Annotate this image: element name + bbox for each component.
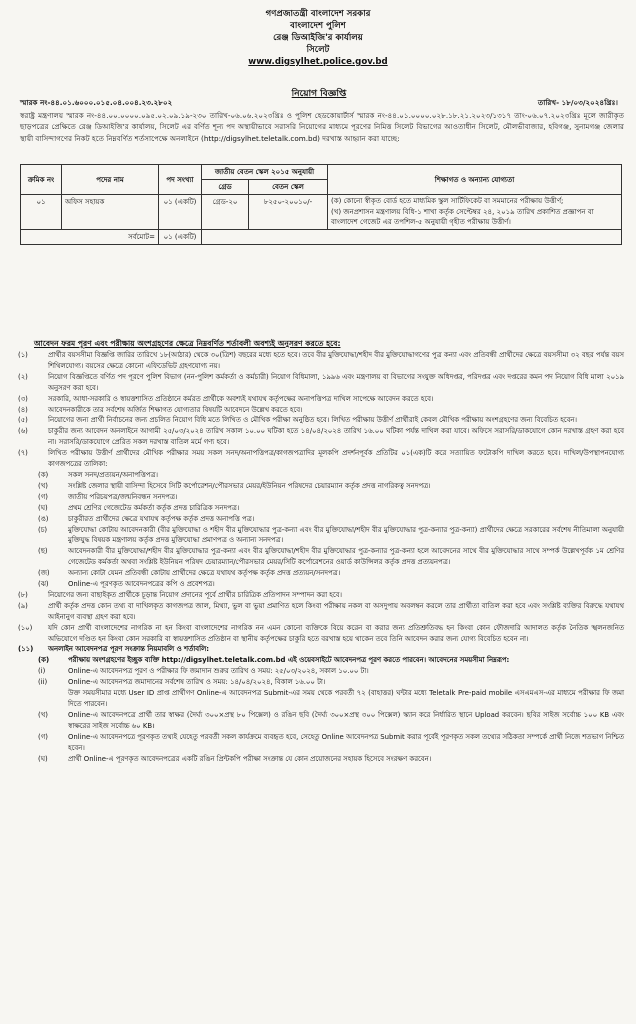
condition-number: (ii)	[38, 678, 48, 687]
condition-text: সরকারি, আধা-সরকারি ও স্বায়ত্তশাসিত প্রতিষ্ঠানে কর্মরত প্রার্থীকে অবশ্যই যথাযথ কর্তৃপক্ষের অনাপত্তিপত্র দাখিল সাপেক্ষে আবেদন করতে হবে।	[48, 394, 434, 403]
header-govt: গণপ্রজাতন্ত্রী বাংলাদেশ সরকার	[265, 9, 371, 19]
condition-item	[18, 525, 624, 547]
condition-text: আবেদনকারী বীর মুক্তিযোদ্ধা/শহীদ বীর মুক্তিযোদ্ধার পুত্র-কন্যা এবং বীর মুক্তিযোদ্ধা/শহীদ বীর মুক্তিযোদ্ধার পুত্র-কন্যার পুত্র-কন্যা হলে আবেদনের সাথে বীর মুক্তিযোদ্ধার সাথে সম্পর্ক উল্লেখপূর্বক ১ম শ্রেণির গেজেটেড কর্মকর্তা অথবা সংশ্লিষ্ট ইউনিয়ন পরিষদ চেয়ারম্যান/পৌরসভার মেয়র/সিটি কর্পোরেশনের ওয়ার্ড কাউন্সিলর কর্তৃক প্রদত্ত প্রত্যয়নপত্র।	[68, 547, 624, 567]
header-office: রেঞ্জ ডিআইজি'র কার্যালয়	[273, 33, 363, 43]
condition-number: (১১)	[18, 645, 34, 654]
condition-item	[18, 710, 624, 732]
condition-number: (ঙ)	[38, 514, 49, 523]
condition-item	[18, 492, 624, 503]
condition-text: লিখিত পরীক্ষায় উত্তীর্ণ প্রার্থীদের মৌখিক পরীক্ষার সময় সকল সনদ/অনাপত্তিপত্র/কাগজপত্রাদির মূলকপি প্রদর্শনপূর্বক প্রতিটির ০১(এক)টি করে সত্যায়িত ফটোকপি দাখিল করতে হবে। দাখিল/উপস্থাপনযোগ্য কাগজপত্রের তালিকা:	[48, 449, 624, 469]
condition-item	[18, 732, 624, 754]
condition-number: (i)	[38, 667, 46, 676]
condition-text: প্রার্থী Online-এ পূরণকৃত আবেদনপত্রের একটি রঙিন প্রিন্টকপি পরীক্ষা সংক্রান্ত যে কোন প্রয়োজনের সহায়ক হিসেবে সংরক্ষণ করবেন।	[68, 754, 432, 763]
condition-text: চাকুরীর জন্য আবেদন অনলাইনে আগামী ২৫/০৩/২০২৪ তারিখ সকাল ১০.০০ ঘটিকা হতে ১৪/০৪/২০২৪ তারিখ ১৬.০০ ঘটিকা পর্যন্ত দাখিল করা যাবে। অফিসে সরাসরি/ডাকযোগে কোন দরখাস্ত গ্রহণ করা হবে না। সরাসরি/ডাকযোগে প্রেরিত সকল দরখাস্ত বাতিল মর্মে গণ্য হবে।	[48, 427, 624, 447]
condition-number: (ঘ)	[38, 503, 48, 512]
condition-text: আবেদনকারীকে তার সর্বশেষ অর্জিত শিক্ষাগত যোগ্যতার বিষয়টি আবেদনে উল্লেখ করতে হবে।	[48, 405, 303, 414]
condition-number: (৪)	[18, 405, 28, 414]
condition-number: (ছ)	[38, 547, 48, 556]
table-total-row	[21, 229, 622, 244]
total-count: ০১ (একটি)	[159, 229, 202, 244]
condition-text: নিয়োগের জন্য বাছাইকৃত প্রার্থীকে চূড়ান্ত নিয়োগ প্রদানের পূর্বে প্রার্থীর চারিত্রিক প্রতিপাদন সম্পাদন করা হবে।	[48, 590, 342, 599]
condition-number: (চ)	[38, 525, 48, 534]
condition-text: Online-এ আবেদনপত্রে প্রার্থী তার স্বাক্ষর (দৈর্ঘ্য ৩০০×প্রস্থ ৮০ পিক্সেল) ও রঙিন ছবি (দৈর্ঘ্য ৩০০×প্রস্থ ৩০০ পিক্সেল) স্ক্যান করে নির্ধারিত স্থানে Upload করবেন। ছবির সাইজ সর্বোচ্চ ১০০ KB এবং স্বাক্ষরের সাইজ সর্বোচ্চ ৬০ KB।	[68, 710, 624, 730]
total-empty	[202, 229, 622, 244]
condition-number: (গ)	[38, 492, 48, 501]
header-police: বাংলাদেশ পুলিশ	[290, 21, 346, 31]
condition-item	[18, 623, 624, 645]
cell-grade: গ্রেড-২০	[202, 195, 249, 230]
condition-number: (জ)	[38, 569, 50, 578]
condition-number: (২)	[18, 372, 28, 381]
condition-item	[18, 644, 624, 655]
condition-text: অনলাইন আবেদনপত্র পূরণ সংক্রান্ত নিয়মাবলি ও শর্তাবলি:	[48, 645, 210, 654]
col-count: পদ সংখ্যা	[159, 165, 202, 195]
col-post: পদের নাম	[62, 165, 159, 195]
cell-qualification	[328, 195, 622, 230]
notice-title: নিয়োগ বিজ্ঞপ্তি	[291, 89, 347, 99]
col-qualification: শিক্ষাগত ও অন্যান্য যোগ্যতা	[328, 165, 622, 195]
condition-text: সকল সনদ/প্রত্যয়ন/অনাপত্তিপত্র।	[68, 470, 158, 479]
header-website-link[interactable]: www.digsylhet.police.gov.bd	[248, 57, 388, 67]
cell-scale: ৮২৫০-২০০১০/-	[249, 195, 328, 230]
col-grade: গ্রেড	[202, 180, 249, 195]
condition-item	[18, 568, 624, 579]
condition-number: (১)	[18, 351, 28, 359]
condition-number: (ক)	[38, 656, 50, 665]
condition-item	[18, 448, 624, 470]
condition-item	[18, 426, 624, 448]
condition-item	[18, 601, 624, 623]
condition-text: জাতীয় পরিচয়পত্র/জন্মনিবন্ধন সনদপত্র।	[68, 492, 178, 501]
qualification-a: (ক) কোনো স্বীকৃত বোর্ড হতে মাধ্যমিক স্কুল সার্টিফিকেট বা সমমানের পরীক্ষায় উত্তীর্ণ;	[331, 197, 564, 205]
cell-post: অফিস সহায়ক	[62, 195, 159, 230]
condition-text: Online-এ আবেদনপত্রে পূরণকৃত তথ্যই যেহেতু পরবর্তী সকল কার্যক্রমে ব্যবহৃত হবে, সেহেতু Online আবেদনপত্র Submit করার পূর্বেই পূরণকৃত সকল তথ্যের সঠিকতা সম্পর্কে প্রার্থী নিজে শতভাগ নিশ্চিত হবেন।	[68, 732, 624, 752]
intro-text: স্বরাষ্ট্র মন্ত্রণালয় স্মারক নং-৪৪.০০.০০০০.০৯৫.০২.০৯.১৯-২৩০ তারিখ-০৬.০৬.২০২৩খ্রিঃ ও পুলিশ হেডকোয়ার্টার্স স্মারক নং-৪৪.০১.০০০০.০২৮.১৮.২১.২০২৩/১৩১৭ তাং-০৬.০৭.২০২৩খ্রিঃ মূলে জারীকৃত ছাড়পত্রের প্রেক্ষিতে রেঞ্জ ডিআইজি'র কার্যালয়, সিলেট এর বর্ণিত শূন্য পদ অস্থায়ীভাবে সরাসরি নিয়োগের মাধ্যমে পূরণের নিমিত্ত সিলেট বিভাগের আওতাধীন সিলেট, মৌলভীবাজার, হবিগঞ্জ, সুনামগঞ্জ জেলার স্থায়ী বাসিন্দাগণের নিকট হতে নিম্নবর্ণিত শর্তসাপেক্ষে অনলাইনে (http://digsylhet.teletalk.com.bd) দরখাস্ত আহ্বান করা যাচ্ছে:	[20, 111, 624, 143]
condition-item	[18, 350, 624, 372]
cell-serial: ০১	[21, 195, 62, 230]
condition-number: (ঝ)	[38, 580, 49, 589]
condition-number: (৩)	[18, 394, 28, 403]
condition-text: অন্যান্য কোটা যেমন প্রতিবন্ধী কোটায় প্রার্থীদের ক্ষেত্রে যথাযথ কর্তৃপক্ষ কর্তৃক প্রদত্ত প্রত্যয়ন/সনদপত্র।	[68, 569, 341, 578]
qualification-b: (খ) জনপ্রশাসন মন্ত্রণালয় বিধি-১ শাখা কর্তৃক সেপ্টেম্বর ২৪, ২০১৯ তারিখ প্রকাশিত প্রজ্ঞাপন বা বাংলাদেশ গেজেট এর তপশিল-৫ অনুযায়ী গৃহীত পরীক্ষায় উত্তীর্ণ।	[331, 207, 594, 226]
conditions-title: আবেদন ফরম পূরণ এবং পরীক্ষায় অংশগ্রহণের ক্ষেত্রে নিম্নবর্ণিত শর্তাবলী অবশ্যই অনুসরণ করতে হবে:	[34, 339, 341, 348]
condition-number: (ঘ)	[38, 754, 48, 763]
condition-text: প্রার্থী কর্তৃক প্রদত্ত কোন তথ্য বা দাখিলকৃত কাগজপত্র জাল, মিথ্যা, ভুল বা ভুয়া প্রমাণিত হলে কিংবা পরীক্ষায় নকল বা অসদুপায় অবলম্বন করলে তার প্রার্থীতা বাতিল করা হবে এবং সংশ্লিষ্ট ব্যক্তির বিরুদ্ধে যথাযথ আইনানুগ ব্যবস্থা গ্রহণ করা হবে।	[48, 601, 624, 621]
condition-text: যদি কোন প্রার্থী বাংলাদেশের নাগরিক না হন কিংবা বাংলাদেশের নাগরিক নন এমন কোনো ব্যক্তিকে বিয়ে করেন বা করার জন্য প্রতিশ্রুতিবদ্ধ হন কিংবা কোন ফৌজদারি আদালত কর্তৃক নৈতিক স্খলনজনিত অভিযোগে দণ্ডিত হন কিংবা কোন সরকারি বা স্বায়ত্তশাসিত প্রতিষ্ঠান বা স্থানীয় কর্তৃপক্ষের চাকুরি হতে বরখাস্ত হয়ে থাকেন তবে তিনি আবেদন করার জন্য যোগ্য বিবেচিত হবেন না।	[48, 623, 624, 643]
col-pay-group: জাতীয় বেতন স্কেল ২০১৫ অনুযায়ী	[202, 165, 328, 180]
col-serial: ক্রমিক নং	[21, 165, 62, 195]
condition-item	[18, 655, 624, 666]
condition-item	[18, 590, 624, 601]
condition-number: (গ)	[38, 732, 48, 741]
condition-item	[18, 503, 624, 514]
condition-text: মুক্তিযোদ্ধা কোটায় আবেদনকারী (বীর মুক্তিযোদ্ধা ও শহীদ বীর মুক্তিযোদ্ধার পুত্র-কন্যা এবং বীর মুক্তিযোদ্ধা/শহীদ বীর মুক্তিযোদ্ধার পুত্র-কন্যার পুত্র-কন্যা) প্রার্থীদের ক্ষেত্রে সরকারের সর্বশেষ নীতিমালা অনুযায়ী মুক্তিযুদ্ধ বিষয়ক মন্ত্রণালয় কর্তৃক প্রদত্ত মুক্তিযোদ্ধা প্রমাণপত্র ও অন্যান্য সনদপত্র।	[68, 525, 624, 545]
condition-item	[18, 754, 624, 765]
condition-text: উক্ত সময়সীমার মধ্যে User ID প্রাপ্ত প্রার্থীগণ Online-এ আবেদনপত্র Submit-এর সময় থেকে পরবর্তী ৭২ (বাহাত্তর) ঘন্টার মধ্যে Teletalk Pre-paid mobile এসএমএস-এর মাধ্যমে পরীক্ষার ফি জমা দিতে পারবেন।	[68, 689, 624, 708]
condition-item	[18, 372, 624, 394]
total-label: সর্বমোট=	[21, 229, 159, 244]
condition-number: (৭)	[18, 449, 28, 458]
memo-date: তারিখ- ১৮/০৩/২০২৪খ্রিঃ।	[537, 98, 618, 107]
condition-item	[18, 546, 624, 568]
condition-number: (১০)	[18, 623, 33, 632]
cell-count: ০১ (একটি)	[159, 195, 202, 230]
memo-reference: স্মারক নং-৪৪.০১.৬০০০.০১৫.০৪.০০৪.২৩.২৮০২	[20, 98, 173, 107]
condition-number: (৬)	[18, 427, 28, 436]
condition-number: (৫)	[18, 416, 28, 425]
condition-text: সংশ্লিষ্ট জেলার স্থায়ী বাসিন্দা হিসেবে সিটি কর্পোরেশন/পৌরসভার মেয়র/ইউনিয়ন পরিষদের চেয়ারম্যান কর্তৃক প্রদত্ত নাগরিকত্ব সনদপত্র।	[68, 481, 431, 490]
condition-text: প্রথম শ্রেণির গেজেটেড কর্মকর্তা কর্তৃক প্রদত্ত চারিত্রিক সনদপত্র।	[68, 503, 240, 512]
col-scale: বেতন স্কেল	[249, 180, 328, 195]
condition-item	[18, 688, 624, 710]
condition-item	[18, 394, 624, 405]
table-header-row	[21, 165, 622, 180]
condition-text: Online-এ পূরণকৃত আবেদনপত্রের কপি ও প্রবেশপত্র।	[68, 580, 215, 589]
condition-text: Online-এ আবেদনপত্র জমাদানের সর্বশেষ তারিখ ও সময়: ১৪/০৪/২০২৪, বিকাল ১৬.০০ টা।	[68, 678, 326, 687]
condition-text: Online-এ আবেদনপত্র পূরণ ও পরীক্ষার ফি জমাদান শুরুর তারিখ ও সময়: ২৫/০৩/২০২৪, সকাল ১০.০০ টা।	[68, 667, 369, 676]
condition-number: (খ)	[38, 481, 48, 490]
condition-text: নিয়োগ বিজ্ঞপ্তিতে বর্ণিত পদ পূরণে পুলিশ বিভাগ (নন-পুলিশ কর্মকর্তা ও কর্মচারী) নিয়োগ বিধিমালা, ১৯৯৬ এবং মন্ত্রণালয় বা বিভাগের সংযুক্ত অধিদপ্তর, পরিদপ্তর এবং দপ্তরের কমন পদ নিয়োগ বিধি মালা ২০১৯ অনুসরণ করা হবে।	[48, 372, 624, 392]
table-row	[21, 195, 622, 230]
condition-text: নিয়োগের জন্য প্রার্থী নির্বাচনের জন্য প্রচলিত নিয়োগ বিধি মতে লিখিত ও মৌখিক পরীক্ষা অনুষ্ঠিত হবে। লিখিত পরীক্ষায় উত্তীর্ণ প্রার্থীরাই কেবল মৌখিক পরীক্ষায় অংশগ্রহণের জন্য বিবেচিত হবেন।	[48, 416, 577, 425]
condition-number	[18, 688, 68, 710]
intro-paragraph	[20, 110, 624, 144]
jobs-table	[20, 164, 622, 245]
condition-item	[18, 514, 624, 525]
condition-text: পরীক্ষায় অংশগ্রহণের ইচ্ছুক ব্যক্তি http://digsylhet.teletalk.com.bd এই ওয়েবসাইটে আবেদনপত্র পূরণ করতে পারবেন। আবেদনের সময়সীমা নিম্নরূপ:	[68, 656, 510, 665]
condition-number: (খ)	[38, 710, 48, 719]
condition-number: (ক)	[38, 470, 49, 479]
condition-item	[18, 415, 624, 426]
condition-number: (৮)	[18, 590, 28, 599]
condition-item	[18, 481, 624, 492]
conditions-list	[18, 350, 624, 764]
condition-text: প্রার্থীর বয়সসীমা বিজ্ঞপ্তি জারির তারিখে ১৮(আঠার) থেকে ৩০(ত্রিশ) বছরের মধ্যে হতে হবে। তবে বীর মুক্তিযোদ্ধা/শহীদ বীর মুক্তিযোদ্ধাগণের পুত্র কন্যা এবং প্রতিবন্ধী প্রার্থীদের ক্ষেত্রে বয়সসীমা ৩২ বছর পর্যন্ত বয়স শিথিলযোগ্য। বয়সের ক্ষেত্রে কোনো এফিডেভিট গ্রহণযোগ্য নয়।	[48, 351, 624, 370]
condition-number: (৯)	[18, 601, 28, 610]
condition-item	[18, 470, 624, 481]
condition-text: চাকুরীরত প্রার্থীদের ক্ষেত্রে যথাযথ কর্তৃপক্ষ কর্তৃক প্রদত্ত অনাপত্তি পত্র।	[68, 514, 255, 523]
condition-item	[18, 677, 624, 688]
header-city: সিলেট	[306, 45, 330, 55]
condition-item	[18, 666, 624, 677]
condition-item	[18, 405, 624, 416]
condition-item	[18, 579, 624, 590]
